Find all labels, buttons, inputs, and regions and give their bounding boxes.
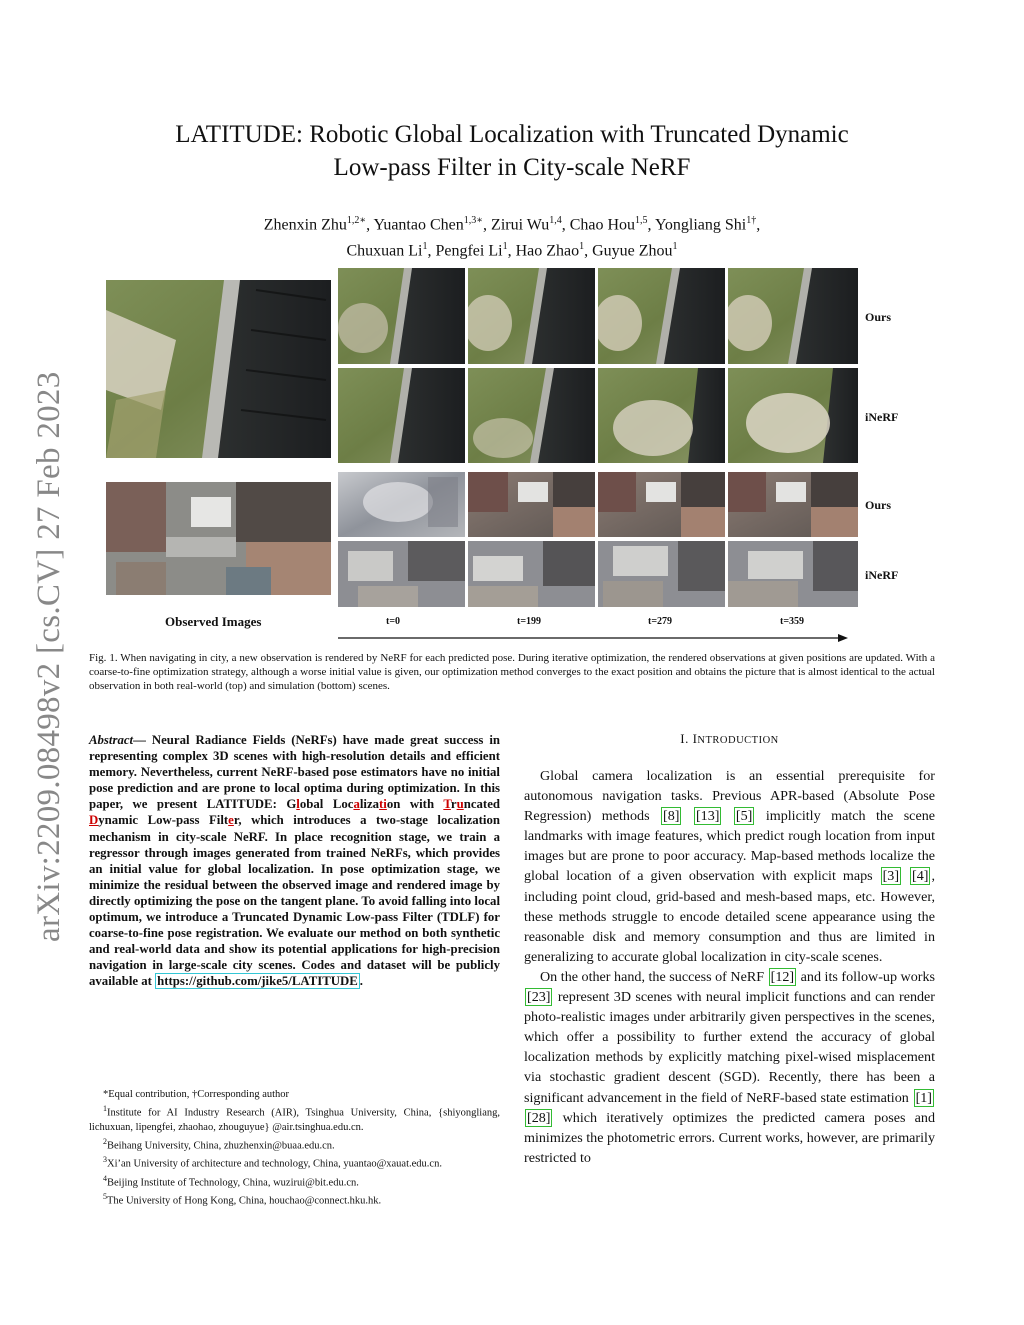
row-label-inerf-real: iNeRF: [865, 410, 899, 424]
row-label-ours-real: Ours: [865, 310, 892, 324]
citation-link[interactable]: [3]: [882, 868, 900, 885]
abstract-text: r, which introduces a two-stage localization mechanism in city-scale NeRF. In place recognition stage, we train a regressor through images generated from trained NeRFs, which provides an initial value for global localization. In pose optimization stage, we minimize the residual between the observed image and rendered image by directly optimizing the pose on the tangent plane. To avoid falling into local optimum, we introduce a Truncated Dynamic Low-pass Filter (TDLF) for coarse-to-fine pose registration. We evaluate our method on both synthetic and real-world data and show its potential applications for high-precision navigation in large-scale city scenes. Codes and dataset will be publicly available at: [89, 813, 500, 989]
time-arrow: [338, 633, 848, 643]
title-line-1: LATITUDE: Robotic Global Localization with Truncated Dynamic: [175, 121, 849, 148]
footnotes: [89, 1088, 500, 1209]
render-inerf-sim-t359: [728, 541, 858, 607]
render-inerf-real-t0: [338, 368, 465, 463]
author-affiliation: 1,4: [549, 215, 562, 226]
time-label-t279: t=279: [648, 616, 673, 627]
citation-link[interactable]: [4]: [912, 868, 929, 885]
abstract-text: ncated: [463, 797, 500, 812]
render-ours-real-t199: [468, 268, 595, 364]
row-label-inerf-sim: iNeRF: [865, 568, 899, 582]
citation-link[interactable]: [5]: [735, 808, 753, 825]
acronym-letter: a: [353, 797, 360, 812]
render-ours-sim-t0: [338, 472, 465, 537]
abstract-text: ynamic Low-pass Filt: [98, 813, 229, 828]
abstract-text: obal Loc: [299, 797, 354, 812]
render-ours-real-t279: [598, 268, 725, 364]
introduction-body: [524, 766, 935, 1168]
acronym-letter: l: [296, 797, 300, 812]
figure-caption: Fig. 1. When navigating in city, a new observation is rendered by NeRF for each predicted pose. During iterative optimization, the rendered observations at given positions are updated. With a coarse-to-fine optimization strategy, although a worse initial value is given, our optimization method converges to the exact position and obtains the picture that is almost identical to the actual observation in both real-world (top) and simulation (bottom) scenes.: [89, 652, 935, 692]
abstract-text: Neural Radiance Fields (NeRFs) have made great success in representing complex 3D scenes with high-resolution details and efficient memory. Nevertheless, current NeRF-based pose estimators have no initial pose prediction and are prone to local optima during optimization. In this paper, we present LATITUDE: G: [89, 733, 500, 812]
paragraph: Global camera localization is an essential prerequisite for autonomous navigation tasks. Previous APR-based (Absolute Pose Regression) methods [8] [13] [5] implicitly match the scene landmarks with image features, which predict rough location from input images but are prone to poor accuracy. Map-based methods localize the global location of a given observation with explicit maps [3] [4] , including point cloud, grid-based and mesh-based maps, etc. However, these methods struggle to encode detailed scene appearance using the reasonable disk and memory consumption and thus are limited in generalizing to accurate global localization in city-scale scenes.: [524, 768, 936, 965]
author-name: Yongliang Shi: [654, 216, 747, 234]
time-label-t359: t=359: [780, 616, 805, 627]
author-name: Chuxuan Li: [346, 242, 423, 260]
author-affiliation: 1†: [746, 215, 757, 226]
render-ours-sim-t199: [468, 472, 595, 537]
abstract-dash: —: [133, 733, 146, 747]
footnote: $^1$Institute for AI Industry Research (AIR), Tsinghua University, China, {shiyongliang, lichuxuan, lipengfei, zhaohao, zhouguyue} @air.tsinghua.edu.cn.: [89, 1104, 500, 1133]
citation-link[interactable]: [13]: [695, 808, 720, 825]
observed-image-real: [106, 280, 331, 458]
abstract-text: r: [450, 797, 457, 812]
render-ours-sim-t359: [728, 472, 858, 537]
footnote: $^3$Xi’an University of architecture and technology, China, yuantao@xauat.edu.cn.: [103, 1155, 442, 1170]
title-line-2: Low-pass Filter in City-scale NeRF: [333, 154, 691, 181]
author-name: Chao Hou: [569, 216, 636, 234]
footnote: $^2$Beihang University, China, zhuzhenxin@buaa.edu.cn.: [103, 1136, 335, 1151]
author-name: Yuantao Chen: [373, 216, 464, 234]
footnote: $^4$Beijing Institute of Technology, China, wuzirui@bit.edu.cn.: [103, 1173, 359, 1188]
author-affiliation: 1: [579, 241, 585, 253]
observed-image-sim: [106, 482, 331, 595]
render-ours-sim-t279: [598, 472, 725, 537]
arxiv-identifier: arXiv:2209.08498v2 [cs.CV] 27 Feb 2023: [31, 371, 67, 942]
author-name: Zirui Wu: [491, 216, 550, 234]
render-inerf-real-t199: [468, 368, 595, 463]
paragraph: On the other hand, the success of NeRF [12] and its follow-up works [23] represent 3D scenes with neural implicit functions and can render photo-realistic images under arbitrarily given perspectives in the scenes, which offer a possibility to further extend the accuracy of global localization methods by explicitly matching pixel-wised misplacement via stochastic gradient descent (SGD). Recently, there has been a significant advancement in the field of NeRF-based state estimation [1] [28] which iteratively optimizes the predicted camera poses and minimizes the photometric errors. Current works, however, are primarily restricted to: [524, 968, 936, 1166]
abstract-text: liza: [359, 797, 380, 812]
section-heading-introduction: I. INTRODUCTION: [680, 731, 779, 746]
acronym-letter: e: [228, 813, 234, 828]
render-inerf-real-t279: [598, 368, 725, 463]
acronym-letter: ti: [379, 797, 387, 812]
observed-images-label: Observed Images: [165, 614, 262, 629]
acronym-letter: u: [456, 797, 464, 812]
author-affiliation: 1,5: [635, 215, 648, 226]
author-affiliation: 1: [422, 241, 428, 253]
row-label-ours-sim: Ours: [865, 498, 892, 512]
author-name: Hao Zhao: [515, 242, 580, 260]
author-affiliation: 1,2∗: [346, 215, 367, 226]
abstract-heading: Abstract: [89, 733, 134, 747]
author-affiliation: 1,3∗: [463, 215, 484, 226]
citation-link[interactable]: [23]: [527, 989, 551, 1006]
abstract-text: .: [359, 974, 363, 989]
render-ours-real-t359: [728, 268, 858, 364]
acronym-letter: D: [89, 813, 99, 828]
render-ours-real-t0: [338, 268, 465, 364]
render-inerf-sim-t199: [468, 541, 595, 607]
citation-link[interactable]: [28]: [527, 1109, 551, 1126]
author-affiliation: 1: [502, 241, 508, 253]
author-affiliation: 1: [672, 241, 678, 253]
footnote: $^5$The University of Hong Kong, China, houchao@connect.hku.hk.: [103, 1192, 382, 1207]
abstract: [89, 732, 500, 990]
render-inerf-sim-t0: [338, 541, 465, 607]
abstract-text: on with: [386, 797, 444, 812]
render-inerf-real-t359: [728, 368, 858, 463]
time-label-t199: t=199: [517, 616, 542, 627]
acronym-letter: T: [443, 797, 451, 812]
author-list: Zhenxin Zhu$^{1,2∗}$, Yuantao Chen$^{1,3∗}$, Zirui Wu$^{1,4}$, Chao Hou$^{1,5}$, Yongliang Shi$^{1\dagger}$, Chuxuan Li$^1$, Pengfei Li$^1$, Hao Zhao$^1$, Guyue Zhou$^1$: [263, 215, 761, 260]
time-label-t0: t=0: [386, 616, 401, 627]
citation-link[interactable]: [12]: [770, 968, 795, 985]
citation-link[interactable]: [8]: [663, 808, 680, 825]
footnote: *Equal contribution, †Corresponding author: [103, 1089, 290, 1100]
paper-title: [0, 118, 1024, 184]
author-name: Guyue Zhou: [592, 242, 673, 260]
author-name: Zhenxin Zhu: [263, 216, 347, 234]
author-name: Pengfei Li: [435, 242, 503, 260]
citation-link[interactable]: [1]: [915, 1089, 932, 1106]
render-inerf-sim-t279: [598, 541, 725, 607]
github-link[interactable]: https://github.com/jike5/LATITUDE: [157, 974, 358, 989]
